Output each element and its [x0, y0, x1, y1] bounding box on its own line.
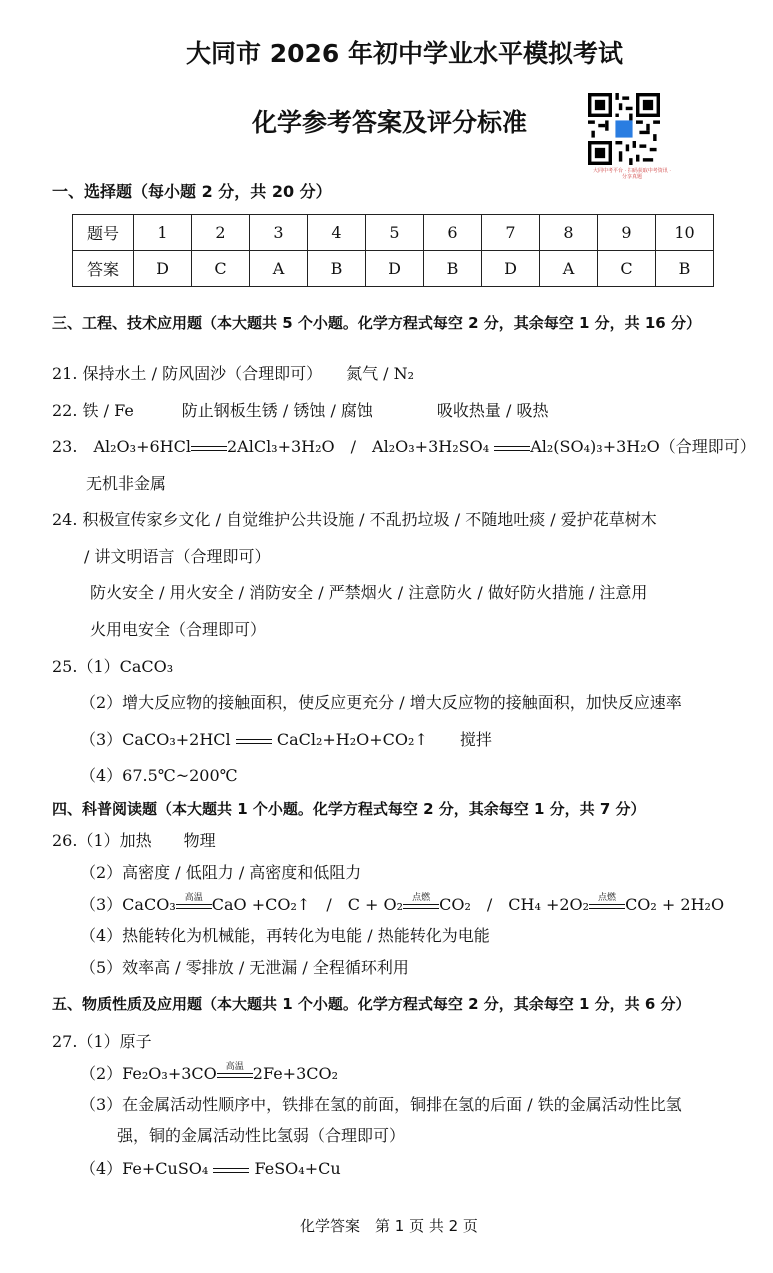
section-5-heading: 五、物质性质及应用题（本大题共 1 个小题。化学方程式每空 2 分，其余每空 1 分，共 6 分）	[52, 995, 691, 1013]
table-cell: 2	[192, 215, 250, 251]
answer-26-5: （5）效率高 / 零排放 / 无泄漏 / 全程循环利用	[80, 958, 409, 977]
section-4-heading: 四、科普阅读题（本大题共 1 个小题。化学方程式每空 2 分，其余每空 1 分，共 7 分）	[52, 800, 646, 818]
table-cell: D	[366, 251, 424, 287]
eq-25-right: CaCl₂+H₂O+CO₂↑ 搅拌	[276, 730, 492, 749]
table-cell: B	[308, 251, 366, 287]
answer-table	[72, 214, 714, 287]
answer-25-4: （4）67.5℃~200℃	[80, 766, 238, 785]
eq-23-left: 23. Al₂O₃+6HCl	[52, 437, 191, 456]
table-cell: 3	[250, 215, 308, 251]
table-row	[73, 215, 714, 251]
equals-sign	[494, 444, 530, 451]
table-cell: D	[134, 251, 192, 287]
answer-24-a: 24. 积极宣传家乡文化 / 自觉维护公共设施 / 不乱扔垃圾 / 不随地吐痰 / 爱护花草树木	[52, 510, 657, 529]
answer-26-1: 26.（1）加热 物理	[52, 831, 216, 850]
answer-27-3-a: （3）在金属活动性顺序中，铁排在氢的前面，铜排在氢的后面 / 铁的金属活动性比氢	[80, 1095, 682, 1114]
eq-23-mid: 2AlCl₃+3H₂O / Al₂O₃+3H₂SO₄	[226, 437, 490, 456]
equals-sign-high-temp: 高温	[176, 902, 212, 909]
answer-24-d: 火用电安全（合理即可）	[90, 620, 267, 639]
eq-26-b: CaO +CO₂↑ / C + O₂	[211, 895, 404, 914]
answer-26-2: （2）高密度 / 低阻力 / 高密度和低阻力	[80, 863, 362, 882]
qr-code	[588, 93, 660, 165]
eq-27-left: （2）Fe₂O₃+3CO	[80, 1064, 217, 1083]
table-cell: 10	[656, 215, 714, 251]
answer-27-1: 27.（1）原子	[52, 1032, 152, 1051]
equals-sign	[213, 1166, 249, 1173]
table-cell: 6	[424, 215, 482, 251]
table-header-cell: 答案	[73, 251, 134, 287]
table-cell: 8	[540, 215, 598, 251]
table-cell: 4	[308, 215, 366, 251]
table-cell: B	[656, 251, 714, 287]
equals-sign	[236, 737, 272, 744]
answer-25-2: （2）增大反应物的接触面积，使反应更充分 / 增大反应物的接触面积，加快反应速率	[80, 693, 682, 712]
table-cell: 9	[598, 215, 656, 251]
answer-25-1: 25.（1）CaCO₃	[52, 657, 174, 676]
eq-26-c: CO₂ / CH₄ +2O₂	[439, 895, 590, 914]
table-cell: C	[598, 251, 656, 287]
answer-23-b: 无机非金属	[86, 474, 167, 493]
answer-27-3-b: 强，铜的金属活动性比氢弱（合理即可）	[117, 1126, 406, 1145]
answer-26-4: （4）热能转化为机械能，再转化为电能 / 热能转化为电能	[80, 926, 490, 945]
equals-sign-ignite: 点燃	[403, 902, 439, 909]
table-cell: B	[424, 251, 482, 287]
table-cell: 7	[482, 215, 540, 251]
table-cell: 1	[134, 215, 192, 251]
eq-26-a: （3）CaCO₃	[80, 895, 176, 914]
table-cell: C	[192, 251, 250, 287]
answer-27-2	[80, 1061, 338, 1084]
page-footer: 化学答案 第 1 页 共 2 页	[300, 1217, 478, 1235]
answer-25-3	[80, 727, 492, 750]
page-subtitle: 化学参考答案及评分标准	[252, 108, 528, 137]
answer-27-4	[80, 1156, 341, 1179]
answer-26-3	[80, 892, 724, 915]
answer-24-b: / 讲文明语言（合理即可）	[84, 547, 271, 566]
equals-sign-ignite: 点燃	[589, 902, 625, 909]
answer-24-c: 防火安全 / 用火安全 / 消防安全 / 严禁烟火 / 注意防火 / 做好防火措施 / 注意用	[90, 583, 648, 602]
eq-23-right: Al₂(SO₄)₃+3H₂O（合理即可）	[530, 437, 756, 456]
table-cell: 5	[366, 215, 424, 251]
answer-23-equation	[52, 434, 756, 457]
qr-caption: 大同中考平台 · 扫码获取中考资讯 · 分享真题	[593, 168, 671, 180]
table-cell: D	[482, 251, 540, 287]
table-header-cell: 题号	[73, 215, 134, 251]
eq-27-right: 2Fe+3CO₂	[252, 1064, 339, 1083]
eq-25-left: （3）CaCO₃+2HCl	[80, 730, 231, 749]
equals-sign	[191, 444, 227, 451]
eq-27-4-left: （4）Fe+CuSO₄	[80, 1159, 209, 1178]
equals-sign-high-temp: 高温	[217, 1071, 253, 1078]
answer-22: 22. 铁 / Fe 防止钢板生锈 / 锈蚀 / 腐蚀 吸收热量 / 吸热	[52, 401, 549, 420]
table-row	[73, 251, 714, 287]
eq-26-d: CO₂ + 2H₂O	[625, 895, 725, 914]
eq-27-4-right: FeSO₄+Cu	[254, 1159, 341, 1178]
section-3-heading: 三、工程、技术应用题（本大题共 5 个小题。化学方程式每空 2 分，其余每空 1 分，共 16 分）	[52, 314, 701, 332]
answer-21: 21. 保持水土 / 防风固沙（合理即可） 氮气 / N₂	[52, 364, 415, 383]
table-cell: A	[250, 251, 308, 287]
section-1-heading: 一、选择题（每小题 2 分，共 20 分）	[52, 182, 332, 201]
page-title: 大同市 2026 年初中学业水平模拟考试	[186, 39, 623, 68]
table-cell: A	[540, 251, 598, 287]
